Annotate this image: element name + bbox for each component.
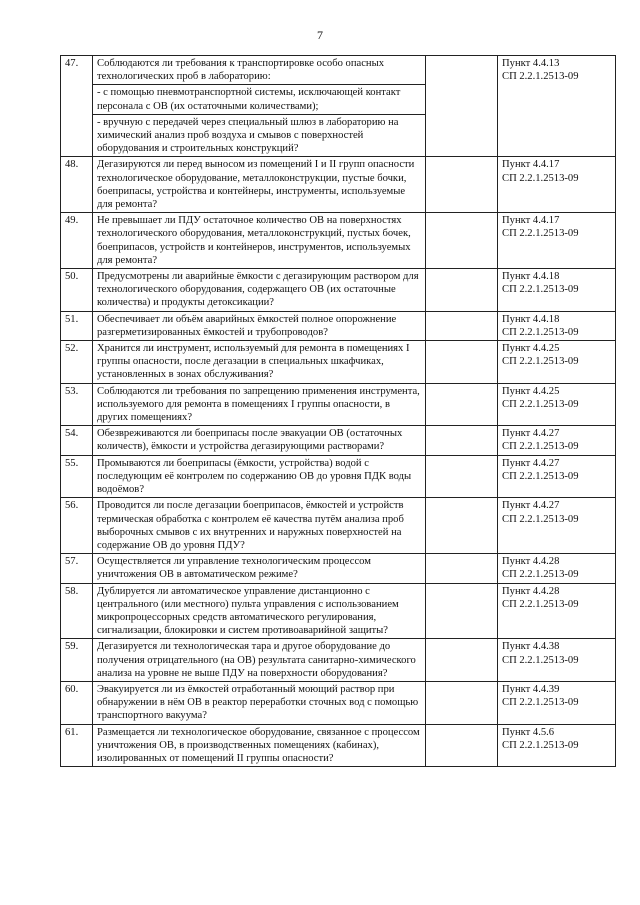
question-text: Дегазируются ли перед выносом из помещений I и II групп опасности технологическое оборудование, металлоконструкции, пустые бочки, боеприпасы, устройства и контейнеры, инструменты, используемые для ремонта? (93, 157, 426, 213)
reference-document: СП 2.2.1.2513-09 (502, 569, 579, 581)
reference-cell (498, 341, 616, 384)
table-row (61, 554, 616, 583)
reference-cell (498, 639, 616, 682)
answer-cell[interactable] (426, 56, 498, 157)
question-text: Предусмотрены ли аварийные ёмкости с дегазирующим раствором для технологического оборудования, содержащего ОВ (их остаточные количества) и продукты детоксикации? (93, 269, 426, 312)
row-number: 49. (61, 213, 93, 269)
reference-clause: Пункт 4.4.25 (502, 385, 560, 397)
question-text: Проводится ли после дегазации боеприпасов, ёмкостей и устройств термическая обработка с контролем её качества путём анализа проб выборочных смывов с их внутренних и наружных поверхностей на содержание ОВ до уровня ПДУ? (93, 498, 426, 554)
reference-clause: Пункт 4.5.6 (502, 726, 555, 738)
reference-document: СП 2.2.1.2513-09 (502, 739, 579, 751)
reference-document: СП 2.2.1.2513-09 (502, 470, 579, 482)
reference-cell (498, 498, 616, 554)
table-row (61, 455, 616, 498)
reference-clause: Пункт 4.4.39 (502, 683, 560, 695)
reference-cell (498, 157, 616, 213)
reference-document: СП 2.2.1.2513-09 (502, 172, 579, 184)
sub-item-text: - вручную с передачей через специальный шлюз в лабораторию на химический анализ проб воздуха и смывов с поверхностей оборудования и строительных конструкций? (93, 114, 426, 157)
page-number: 7 (317, 28, 323, 42)
row-number: 50. (61, 269, 93, 312)
reference-document: СП 2.2.1.2513-09 (502, 356, 579, 368)
reference-document: СП 2.2.1.2513-09 (502, 697, 579, 709)
reference-clause: Пункт 4.4.17 (502, 215, 560, 227)
reference-clause: Пункт 4.4.28 (502, 585, 560, 597)
reference-cell (498, 269, 616, 312)
question-text: Промываются ли боеприпасы (ёмкости, устройства) водой с последующим её контролем по содержанию ОВ до уровня ПДК воды водоёмов? (93, 455, 426, 498)
answer-cell[interactable] (426, 213, 498, 269)
table-row (61, 341, 616, 384)
row-number: 57. (61, 554, 93, 583)
answer-cell[interactable] (426, 426, 498, 455)
reference-clause: Пункт 4.4.18 (502, 313, 560, 325)
question-text: Не превышает ли ПДУ остаточное количество ОВ на поверхностях технологического оборудования, металлоконструкций, пустых бочек, боеприпасов, устройств и контейнеров, инструментов, используемых для ремонта? (93, 213, 426, 269)
answer-cell[interactable] (426, 583, 498, 639)
table-row (61, 269, 616, 312)
reference-document: СП 2.2.1.2513-09 (502, 326, 579, 338)
reference-clause: Пункт 4.4.17 (502, 159, 560, 171)
row-number: 52. (61, 341, 93, 384)
table-row (61, 639, 616, 682)
reference-cell (498, 554, 616, 583)
row-number: 51. (61, 311, 93, 340)
answer-cell[interactable] (426, 681, 498, 724)
row-number: 54. (61, 426, 93, 455)
reference-clause: Пункт 4.4.18 (502, 271, 560, 283)
answer-cell[interactable] (426, 554, 498, 583)
row-number: 61. (61, 724, 93, 767)
row-number: 48. (61, 157, 93, 213)
reference-clause: Пункт 4.4.28 (502, 556, 560, 568)
question-text: Осуществляется ли управление технологическим процессом уничтожения ОВ в автоматическом режиме? (93, 554, 426, 583)
reference-document: СП 2.2.1.2513-09 (502, 71, 579, 83)
table-row (61, 426, 616, 455)
reference-clause: Пункт 4.4.27 (502, 457, 560, 469)
answer-cell[interactable] (426, 269, 498, 312)
row-number: 59. (61, 639, 93, 682)
answer-cell[interactable] (426, 157, 498, 213)
checklist-table (60, 55, 616, 767)
answer-cell[interactable] (426, 311, 498, 340)
table-row (61, 583, 616, 639)
answer-cell[interactable] (426, 639, 498, 682)
reference-clause: Пункт 4.4.38 (502, 641, 560, 653)
question-text: Обеспечивает ли объём аварийных ёмкостей полное опорожнение разгерметизированных ёмкостей и трубопроводов? (93, 311, 426, 340)
reference-cell (498, 724, 616, 767)
answer-cell[interactable] (426, 455, 498, 498)
question-text: Соблюдаются ли требования по запрещению применения инструмента, используемого для ремонта в помещениях I группы опасности, в других помещениях? (93, 383, 426, 426)
row-number: 60. (61, 681, 93, 724)
table-row (61, 157, 616, 213)
reference-cell (498, 583, 616, 639)
reference-document: СП 2.2.1.2513-09 (502, 513, 579, 525)
table-row (61, 681, 616, 724)
answer-cell[interactable] (426, 498, 498, 554)
reference-cell (498, 56, 616, 157)
question-text: Эвакуируется ли из ёмкостей отработанный моющий раствор при обнаружении в нём ОВ в реактор переработки сточных вод с помощью транспортного вакуума? (93, 681, 426, 724)
row-number: 53. (61, 383, 93, 426)
sub-item-text: - с помощью пневмотранспортной системы, исключающей контакт персонала с ОВ (их остаточными количествами); (93, 85, 426, 114)
reference-cell (498, 383, 616, 426)
reference-document: СП 2.2.1.2513-09 (502, 284, 579, 296)
question-text: Хранится ли инструмент, используемый для ремонта в помещениях I группы опасности, после дегазации в специальных шкафчиках, установленных в зонах обслуживания? (93, 341, 426, 384)
answer-cell[interactable] (426, 383, 498, 426)
table-row (61, 498, 616, 554)
question-text: Дублируется ли автоматическое управление дистанционно с центрального (или местного) пульта управления с использованием микропроцессорных средств автоматического регулирования, сигнализации, блокировки и систем противоаварийной защиты? (93, 583, 426, 639)
checklist-body (61, 56, 616, 767)
reference-cell (498, 213, 616, 269)
reference-cell (498, 681, 616, 724)
table-row (61, 213, 616, 269)
reference-cell (498, 311, 616, 340)
row-number: 56. (61, 498, 93, 554)
row-number: 47. (61, 56, 93, 157)
table-row (61, 383, 616, 426)
reference-document: СП 2.2.1.2513-09 (502, 398, 579, 410)
row-number: 55. (61, 455, 93, 498)
reference-document: СП 2.2.1.2513-09 (502, 228, 579, 240)
reference-clause: Пункт 4.4.27 (502, 428, 560, 440)
reference-cell (498, 455, 616, 498)
question-text: Соблюдаются ли требования к транспортировке особо опасных технологических проб в лабораторию: (93, 56, 426, 85)
table-row (61, 56, 616, 85)
reference-cell (498, 426, 616, 455)
reference-clause: Пункт 4.4.25 (502, 343, 560, 355)
reference-document: СП 2.2.1.2513-09 (502, 598, 579, 610)
reference-clause: Пункт 4.4.13 (502, 58, 560, 69)
question-text: Дегазируется ли технологическая тара и другое оборудование до получения отрицательного (на ОВ) результата санитарно-химического анализа на уровне не выше ПДУ на поверхности оборудования? (93, 639, 426, 682)
row-number: 58. (61, 583, 93, 639)
reference-clause: Пункт 4.4.27 (502, 500, 560, 512)
table-row (61, 724, 616, 767)
answer-cell[interactable] (426, 341, 498, 384)
reference-document: СП 2.2.1.2513-09 (502, 654, 579, 666)
question-text: Обезвреживаются ли боеприпасы после эвакуации ОВ (остаточных количеств), ёмкости и устройства дегазирующими растворами? (93, 426, 426, 455)
table-row (61, 311, 616, 340)
answer-cell[interactable] (426, 724, 498, 767)
reference-document: СП 2.2.1.2513-09 (502, 441, 579, 453)
question-text: Размещается ли технологическое оборудование, связанное с процессом уничтожения ОВ, в производственных помещениях (кабинах), изолированных от помещений II группы опасности? (93, 724, 426, 767)
